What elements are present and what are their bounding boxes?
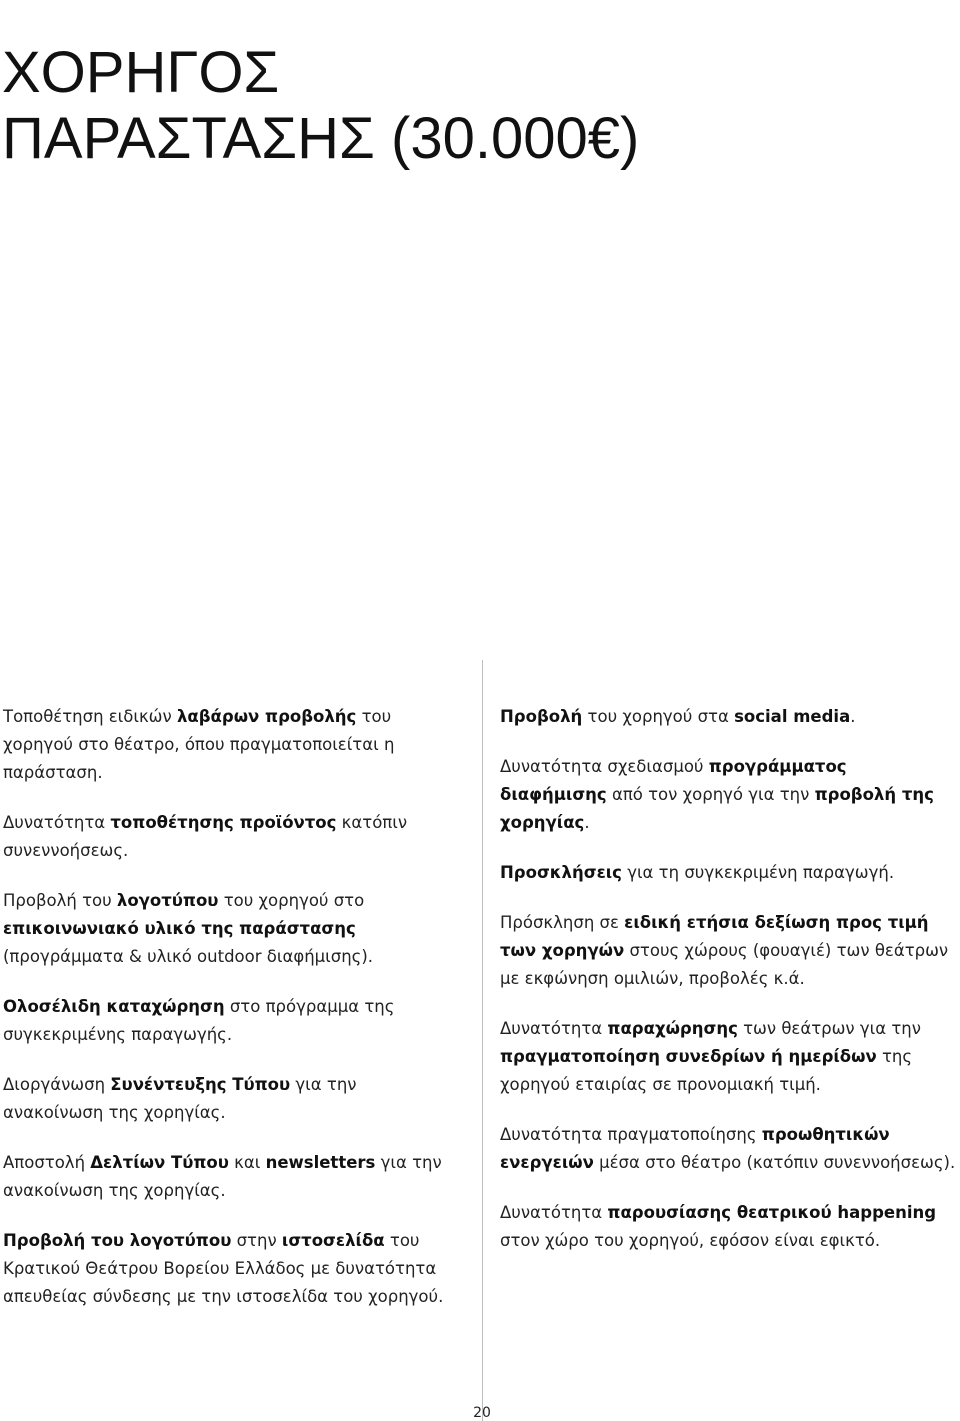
benefit-paragraph (500, 859, 958, 887)
emphasis-text: Δελτίων Τύπου (90, 1153, 229, 1172)
body-text: στο πρόγραμμα της συγκεκριμένης παραγωγής. (3, 997, 395, 1044)
body-text: για τη συγκεκριμένη παραγωγή. (621, 863, 895, 882)
benefit-paragraph (3, 1149, 461, 1205)
body-text: του Κρατικού Θεάτρου Βορείου Ελλάδος με δυνατότητα απευθείας σύνδεσης με την ιστοσελίδα του χορηγού. (3, 1231, 444, 1306)
body-text: Δυνατότητα (500, 1203, 608, 1222)
emphasis-text: Προβολή (500, 707, 583, 726)
emphasis-text: Προσκλήσεις (500, 863, 622, 882)
page-title (2, 40, 639, 172)
body-text: και (228, 1153, 266, 1172)
body-text: στους χώρους (φουαγιέ) των θεάτρων με εκφώνηση ομιλιών, προβολές κ.ά. (500, 941, 949, 988)
body-text: από τον χορηγό για την (606, 785, 815, 804)
title-line-2: ΠΑΡΑΣΤΑΣΗΣ (30.000€) (2, 106, 640, 171)
emphasis-text: επικοινωνιακό υλικό της παράστασης (3, 919, 356, 938)
emphasis-text: προωθητικών ενεργειών (500, 1125, 890, 1172)
body-text: του χορηγού στο θέατρο, όπου πραγματοποιείται η παράσταση. (3, 707, 395, 782)
body-text: της χορηγού εταιρίας σε προνομιακή τιμή. (500, 1047, 913, 1094)
benefit-paragraph (3, 703, 461, 787)
benefit-paragraph (3, 1071, 461, 1127)
emphasis-text: ιστοσελίδα (281, 1231, 385, 1250)
body-text: . (850, 707, 856, 726)
benefit-paragraph (500, 753, 958, 837)
body-text: Αποστολή (3, 1153, 91, 1172)
emphasis-text: Ολοσέλιδη καταχώρηση (3, 997, 225, 1016)
body-text: των θεάτρων για την (737, 1019, 921, 1038)
body-text: στον χώρο του χορηγού, εφόσον είναι εφικτό. (500, 1231, 881, 1250)
emphasis-text: λαβάρων προβολής (176, 707, 357, 726)
benefit-paragraph (500, 1121, 958, 1177)
emphasis-text: Προβολή του λογοτύπου (3, 1231, 232, 1250)
page-number: 20 (473, 1405, 491, 1421)
body-text: Τοποθέτηση ειδικών (3, 707, 177, 726)
emphasis-text: παραχώρησης (607, 1019, 738, 1038)
body-text: για την ανακοίνωση της χορηγίας. (3, 1075, 357, 1122)
emphasis-text: social media (734, 707, 851, 726)
benefit-paragraph (3, 809, 461, 865)
benefit-paragraph (500, 909, 958, 993)
benefit-paragraph (3, 1227, 461, 1311)
emphasis-text: ειδική ετήσια δεξίωση προς τιμή των χορηγών (500, 913, 929, 960)
emphasis-text: λογοτύπου (116, 891, 219, 910)
left-column (3, 703, 461, 1333)
body-text: . (584, 813, 590, 832)
emphasis-text: newsletters (265, 1153, 376, 1172)
body-text: Προβολή του (3, 891, 117, 910)
benefit-paragraph (3, 993, 461, 1049)
benefit-paragraph (500, 1015, 958, 1099)
body-text: Δυνατότητα (500, 1019, 608, 1038)
emphasis-text: Συνέντευξης Τύπου (110, 1075, 291, 1094)
body-text: του χορηγού στο (218, 891, 365, 910)
body-text: στην (231, 1231, 282, 1250)
body-text: Δυνατότητα σχεδιασμού (500, 757, 709, 776)
emphasis-text: παρουσίασης θεατρικού happening (607, 1203, 937, 1222)
body-text: Πρόσκληση σε (500, 913, 625, 932)
body-text: (προγράμματα & υλικό outdoor διαφήμισης). (3, 947, 374, 966)
benefit-paragraph (500, 1199, 958, 1255)
emphasis-text: προγράμματος διαφήμισης (500, 757, 847, 804)
title-line-1: ΧΟΡΗΓΟΣ (2, 40, 280, 105)
right-column (500, 703, 958, 1277)
body-text: Δυνατότητα πραγματοποίησης (500, 1125, 762, 1144)
emphasis-text: πραγματοποίηση συνεδρίων ή ημερίδων (500, 1047, 877, 1066)
emphasis-text: τοποθέτησης προϊόντος (110, 813, 337, 832)
benefit-paragraph (3, 887, 461, 971)
body-text: του χορηγού στα (582, 707, 735, 726)
benefit-paragraph (500, 703, 958, 731)
emphasis-text: προβολή της χορηγίας (500, 785, 934, 832)
body-text: κατόπιν συνεννοήσεως. (3, 813, 408, 860)
column-divider (482, 660, 483, 1421)
body-text: μέσα στο θέατρο (κατόπιν συνεννοήσεως). (593, 1153, 956, 1172)
body-text: Δυνατότητα (3, 813, 111, 832)
body-text: Διοργάνωση (3, 1075, 111, 1094)
body-text: για την ανακοίνωση της χορηγίας. (3, 1153, 442, 1200)
